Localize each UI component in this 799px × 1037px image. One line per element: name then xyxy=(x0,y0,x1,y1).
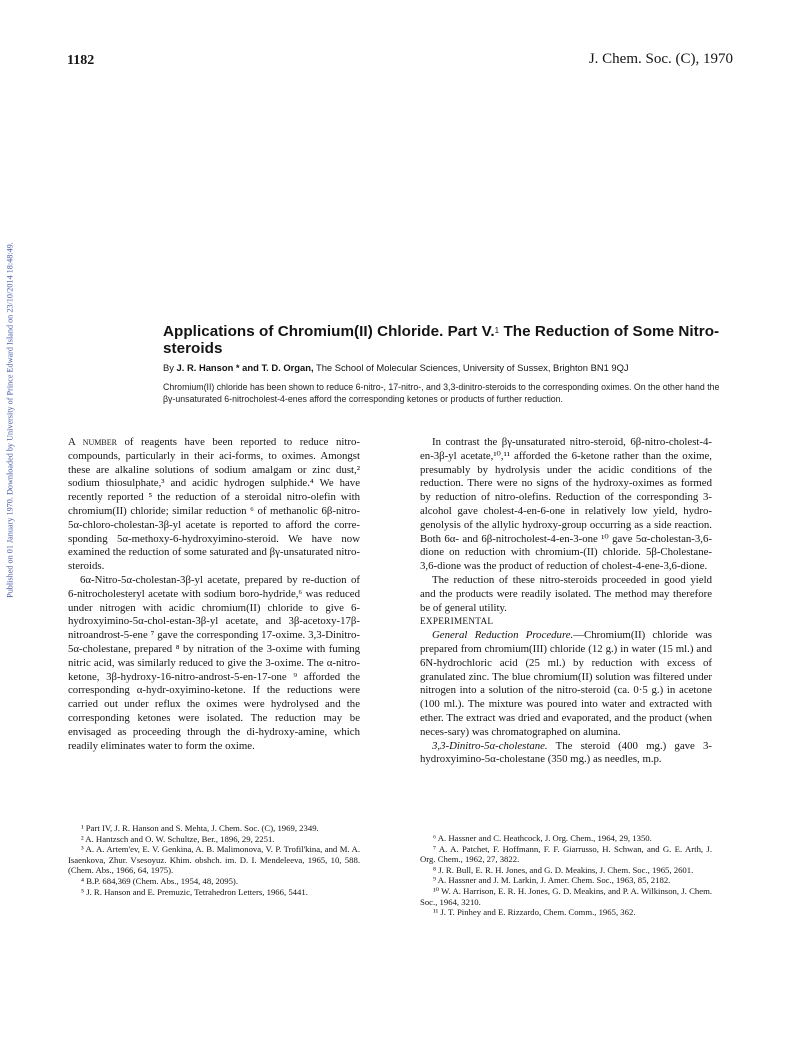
dinitro-text: The steroid (400 mg.) gave 3-hydroxyimino-5α-cholestane (350 mg.) as needles, m.p. xyxy=(420,739,712,766)
dinitro-lead: 3,3-Dinitro-5α-cholestane. xyxy=(432,739,548,752)
affiliation: The School of Molecular Sciences, University of Sussex, Brighton BN1 9QJ xyxy=(313,362,629,373)
intro-paragraph xyxy=(68,436,360,574)
page-number: 1182 xyxy=(67,53,95,68)
procedure-text: —Chromium(II) chloride was prepared from chromium(III) chloride (12 g.) in water (15 ml.) and 6N-hydrochloric acid (25 ml.) by reduction with excess of granulated zinc. The blue chromium(II) solution was filtered under nitrogen into a solution of the nitro-steroid (ca. 0·5 g.) in acetone (100 ml.). The mixture was poured into water and extracted with ether. The extract was dried and evaporated, and the product (when neces-sary) was chromatographed on alumina. xyxy=(420,629,712,738)
right-column xyxy=(420,436,712,767)
author-line xyxy=(163,362,743,373)
footnote: ⁴ B.P. 684,369 (Chem. Abs., 1954, 48, 2095). xyxy=(81,875,238,886)
author-names: J. R. Hanson * and T. D. Organ, xyxy=(176,362,314,373)
footnote: ¹⁰ W. A. Harrison, E. R. H. Jones, G. D. Meakins, and P. A. Wilkinson, J. Chem. Soc., 1964, 3210. xyxy=(420,885,712,907)
article-title xyxy=(163,323,743,357)
journal-header: J. Chem. Soc. (C), 1970 xyxy=(588,51,733,67)
footnote: ² A. Hantzsch and O. W. Schultze, Ber., 1896, 29, 2251. xyxy=(81,833,275,844)
title-footnote-ref: 1 xyxy=(494,326,500,335)
footnote: ⁶ A. Hassner and C. Heathcock, J. Org. Chem., 1964, 29, 1350. xyxy=(433,833,652,843)
experimental-heading: EXPERIMENTAL xyxy=(420,616,494,627)
footnote: ⁸ J. R. Bull, E. R. H. Jones, and G. D. Meakins, J. Chem. Soc., 1965, 2601. xyxy=(433,864,694,875)
body-paragraph-4: The reduction of these nitro-steroids proceeded in good yield and the products were readily isolated. The method may therefore be of general utility. xyxy=(420,573,712,614)
intro-text: of reagents have been reported to reduce nitro-compounds, particularly in their aci-forms, to oximes. Amongst these are alkaline solutions of sodium amalgam or zinc dust,² sodium thiosulphate,³ and acidic hydrogen sulphide.⁴ We have recently reported ⁵ the reduction of a steroidal nitro-olefin with chromium(II) chloride; similar reduction ⁶ of methanolic 6β-nitro-5α-chloro-cholestan-3β-yl acetate is reported to afford the corre-sponding 5α-methoxy-6-hydroxyimino-steroid. We have now examined the reduction of some saturated and βγ-unsaturated nitro-steroids. xyxy=(68,436,360,573)
footnote: ¹¹ J. T. Pinhey and E. Rizzardo, Chem. Comm., 1965, 362. xyxy=(433,907,636,918)
dinitro-paragraph xyxy=(420,740,712,768)
right-footnotes xyxy=(420,833,712,918)
download-watermark xyxy=(1,170,19,670)
left-column xyxy=(68,436,360,753)
title-part2: The Reduction of Some Nitro-steroids xyxy=(163,323,720,357)
footnote: ³ A. A. Artem'ev, E. V. Genkina, A. B. Malimonova, V. P. Trofil'kina, and M. A. Isaenkova, Zhur. Vsesoyuz. Khim. obshch. im. D. I. Mendeleeva, 1965, 10, 588. (Chem. Abs., 1966, 64, 1975). xyxy=(68,844,360,876)
footnote: ⁵ J. R. Hanson and E. Premuzic, Tetrahedron Letters, 1966, 5441. xyxy=(81,886,308,897)
by-label: By xyxy=(163,362,177,373)
footnote: ⁷ A. A. Patchet, F. Hoffmann, F. F. Giarrusso, H. Schwan, and G. E. Arth, J. Org. Chem., 1962, 27, 3822. xyxy=(420,843,712,865)
footnote: ⁹ A. Hassner and J. M. Larkin, J. Amer. Chem. Soc., 1963, 85, 2182. xyxy=(433,875,671,886)
procedure-lead: General Reduction Procedure. xyxy=(432,629,574,642)
download-watermark-text: Published on 01 January 1970. Downloaded by University of Prince Edward Island on 23/10/2014 18:48:49. xyxy=(5,242,15,598)
footnote: ¹ Part IV, J. R. Hanson and S. Mehta, J. Chem. Soc. (C), 1969, 2349. xyxy=(81,823,319,833)
abstract: Chromium(II) chloride has been shown to reduce 6-nitro-, 17-nitro-, and 3,3-dinitro-steroids to the corresponding oximes. On the other hand the βγ-unsaturated 6-nitrocholest-4-enes afford the corresponding ketones or products of further reduction. xyxy=(163,382,720,404)
procedure-paragraph xyxy=(420,629,712,739)
left-footnotes xyxy=(68,823,360,897)
body-paragraph-2: 6α-Nitro-5α-cholestan-3β-yl acetate, prepared by re-duction of 6-nitrocholesteryl acetate with sodium boro-hydride,⁶ was reduced under nitrogen with acidic chromium(II) chloride to give 6-hydroxyimino-5α-chol-estan-3β-yl acetate, and 3β-acetoxy-17β-nitroandrost-5-ene ⁷ gave the corresponding 17-oxime. 3,3-Dinitro-5α-cholestane, prepared ⁸ by nitration of the 3-oxime with fuming nitric acid, was similarly reduced to give the 3-oxime. The α-nitro-ketone, 3β-hydroxy-16-nitro-androst-5-en-17-one ⁹ afforded the corresponding α-hydr-oxyimino-ketone. If the reductions were carried out under reflux the oximes were hydrolysed and the corresponding ketones were isolated. The reduction may be envisaged as proceeding through the di-hydroxy-amine, which readily eliminates water to form the oxime. xyxy=(68,573,360,752)
intro-lead: A number xyxy=(68,436,117,448)
body-paragraph-3: In contrast the βγ-unsaturated nitro-steroid, 6β-nitro-cholest-4-en-3β-yl acetate,¹⁰,¹¹ afforded the 6-ketone rather than the oxime, presumably by hydrolysis under the acidic conditions of the reduction. There were no signs of the hydroxy-oximes as formed by reduction of nitro-olefins. Reduction of the corresponding 3-alcohol gave cholest-4-en-6-one in relatively low yield, hydro-genolysis of the allylic hydroxy-group occurring as a side reaction. Both 6α- and 6β-nitrocholest-4-en-3-one ¹⁰ gave 5α-cholestan-3,6-dione on reduction with chromium-(II) chloride. 5β-Cholestane-3,6-dione was the product of reduction of cholest-4-ene-3,6-dione. xyxy=(420,436,712,573)
title-part1: Applications of Chromium(II) Chloride. Part V. xyxy=(163,323,495,340)
